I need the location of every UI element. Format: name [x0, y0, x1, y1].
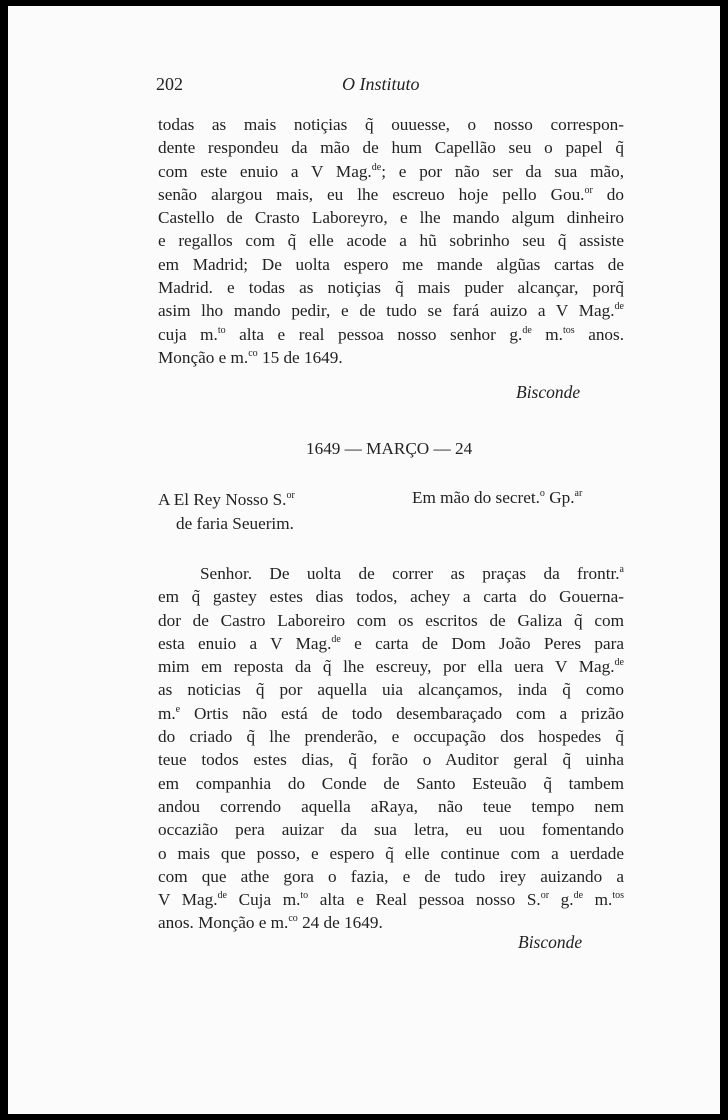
letter-2-body	[158, 562, 624, 935]
page-number: 202	[156, 74, 183, 94]
addressee-line-1: A El Rey Nosso S.$^{or}$	[158, 490, 295, 509]
letter-1-line: cuja m.$^{to}$ alta e real pessoa nosso senhor g.$^{de}$ m.$^{tos}$ anos.	[158, 324, 625, 344]
letter-2-addressee	[158, 488, 295, 536]
letter-2-line: o mais que posso, e espero q̃ elle continue com a uerdade	[158, 843, 624, 863]
letter-1-line: com este enuio a V Mag.$^{de}$; e por não ser da sua mão,	[158, 161, 624, 181]
letter-1-line: asim lho mando pedir, e de tudo se fará auizo a V Mag.$^{de}$	[158, 301, 624, 321]
letter-2-line: do criado q̃ lhe prenderão, e occupação dos hospedes q̃	[158, 727, 624, 747]
running-title: O Instituto	[342, 74, 420, 94]
letter-2-line: teue todos estes dias, q̃ forão o Auditor geral q̃ uinha	[158, 750, 624, 770]
letter-2-line: com que athe gora o fazia, e de tudo irey auizando a	[158, 866, 624, 886]
page-header	[156, 74, 622, 104]
letter-2-line: em companhia do Conde de Santo Esteuão q̃ tambem	[158, 773, 624, 793]
letter-1-body	[158, 113, 624, 369]
letter-2-line: V Mag.$^{de}$ Cuja m.$^{to}$ alta e Real pessoa nosso S.$^{or}$ g.$^{de}$ m.$^{tos}$	[158, 890, 624, 910]
letter-2-delivery-note: Em mão do secret.$^o$ Gp.$^{ar}$	[412, 488, 583, 507]
letter-1-line: e regallos com q̃ elle acode a hũ sobrinho seu q̃ assiste	[158, 231, 624, 251]
letter-1-line: em Madrid; De uolta espero me mande algũas cartas de	[158, 254, 624, 274]
letter-1-line: Madrid. e todas as notiçias q̃ mais puder alcançar, porq̃	[158, 278, 624, 298]
letter-2-line: as noticias q̃ por aquella uia alcançamos, inda q̃ como	[158, 680, 624, 700]
letter-1-line: senão alargou mais, eu lhe escreuo hoje pello Gou.$^{or}$ do	[158, 184, 624, 204]
letter-2-signature: Bisconde	[518, 932, 583, 952]
letter-2-date-heading: 1649 — MARÇO — 24	[306, 439, 473, 458]
letter-2-line: dor de Castro Laboreiro com os escritos de Galiza q̃ com	[158, 610, 624, 630]
letter-1-signature: Bisconde	[516, 382, 581, 402]
letter-2-line: andou correndo aquella aRaya, não teue tempo nem	[158, 796, 624, 816]
letter-2-line: occazião pera auizar da sua letra, eu uou fomentando	[158, 820, 624, 840]
letter-2-line: em q̃ gastey estes dias todos, achey a carta do Gouerna-	[158, 587, 624, 607]
letter-2-paragraph	[158, 562, 624, 935]
letter-1-line: Castello de Crasto Laboreyro, e lhe mando algum dinheiro	[158, 208, 624, 228]
letter-2-line: Senhor. De uolta de correr as praças da frontr.$^a$	[200, 564, 624, 583]
letter-2-line: m.$^e$ Ortis não está de todo desembaraçado com a prizão	[158, 703, 624, 723]
letter-2-line: anos. Monção e m.$^{co}$ 24 de 1649.	[158, 913, 383, 933]
letter-1-line: Monção e m.$^{co}$ 15 de 1649.	[158, 347, 343, 367]
letter-1-paragraph	[158, 113, 624, 369]
letter-2-line: mim em reposta da q̃ lhe escreuy, por ella uera V Mag.$^{de}$	[158, 657, 624, 677]
letter-1-line: dente respondeu da mão de hum Capellão seu o papel q̃	[158, 138, 624, 158]
letter-1-line: todas as mais notiçias q̃ ouuesse, o nosso correspon-	[158, 115, 624, 134]
addressee-line-2: de faria Seuerim.	[176, 514, 294, 533]
letter-2-line: esta enuio a V Mag.$^{de}$ e carta de Dom João Peres para	[158, 633, 624, 653]
book-page	[8, 6, 720, 1114]
